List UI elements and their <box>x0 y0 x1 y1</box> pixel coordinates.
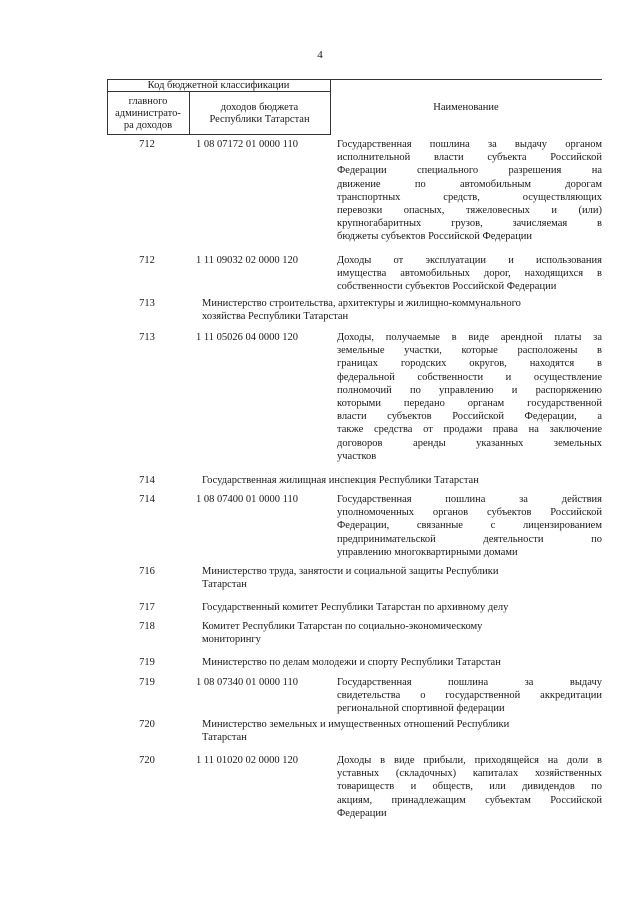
text-line: исполнительной власти субъекта Российской <box>337 152 602 164</box>
text-line: уполномоченных органов субъектов Российской <box>337 507 602 519</box>
page-number: 4 <box>317 49 323 61</box>
text-line: Татарстан <box>202 579 247 591</box>
administrator-name <box>202 656 602 669</box>
administrator-name <box>202 601 602 614</box>
header-col-admin <box>107 96 189 132</box>
admin-code: 713 <box>139 332 155 343</box>
text-line: Министерство труда, занятости и социальной защиты Республики <box>202 566 499 577</box>
administrator-name <box>202 297 602 323</box>
admin-code: 714 <box>139 494 155 505</box>
header-col-name: Наименование <box>433 102 499 113</box>
header-col-income <box>189 102 330 126</box>
income-code: 1 08 07400 01 0000 110 <box>196 494 298 505</box>
text-line: перевозки опасных, тяжеловесных и (или) <box>337 205 602 217</box>
text-line: которыми передано органам государственной <box>337 398 602 410</box>
text-line: крупногабаритных грузов, зачисляемая в <box>337 218 602 230</box>
text-line: Комитет Республики Татарстан по социально-экономическому <box>202 621 483 632</box>
text-line: также средства от продажи права на заключение <box>337 424 602 436</box>
text-line: Доходы в виде прибыли, приходящейся на доли в <box>337 755 602 766</box>
administrator-name <box>202 474 602 487</box>
text-line: Федерации специального разрешения на <box>337 165 602 177</box>
text-line: Государственная пошлина за выдачу органом <box>337 139 602 150</box>
admin-code: 719 <box>139 677 155 688</box>
text-line: мониторингу <box>202 634 261 646</box>
text-line: товариществ и обществ, или дивидендов по <box>337 781 602 793</box>
admin-code: 717 <box>139 602 155 613</box>
income-name <box>337 331 602 463</box>
text-line: Государственная пошлина за выдачу <box>337 677 602 688</box>
text-line: земельные участки, которые расположены в <box>337 345 602 357</box>
admin-code: 718 <box>139 621 155 632</box>
text-line: власти субъектов Российской Федерации, а <box>337 411 602 423</box>
income-code: 1 11 05026 04 0000 120 <box>196 332 298 343</box>
text-line: Государственный комитет Республики Татарстан по архивному делу <box>202 602 509 613</box>
income-code: 1 11 09032 02 0000 120 <box>196 255 298 266</box>
text-line: Министерство земельных и имущественных отношений Республики <box>202 719 510 730</box>
administrator-name <box>202 620 602 646</box>
text-line: хозяйства Республики Татарстан <box>202 311 349 323</box>
text-line: Федерации <box>337 807 387 819</box>
admin-code: 712 <box>139 255 155 266</box>
text-line: региональной спортивной федерации <box>337 703 505 715</box>
income-name <box>337 138 602 244</box>
text-line: Министерство по делам молодежи и спорту Республики Татарстан <box>202 657 501 668</box>
income-code: 1 08 07172 01 0000 110 <box>196 139 298 150</box>
text-line: акциям, принадлежащим субъектам Российской <box>337 794 602 806</box>
text-line: движение по автомобильным дорогам <box>337 178 602 190</box>
text-line: Татарстан <box>202 732 247 744</box>
text-line: собственности субъектов Российской Федерации <box>337 281 557 293</box>
text-line: участков <box>337 450 377 462</box>
text-line: уставных (складочных) капиталах хозяйственных <box>337 768 602 780</box>
income-code: 1 11 01020 02 0000 120 <box>196 755 298 766</box>
table-header <box>107 79 602 135</box>
text-line: Доходы, получаемые в виде арендной платы за <box>337 332 602 343</box>
header-col-income-line: доходов бюджета <box>220 102 299 113</box>
administrator-name <box>202 565 602 591</box>
text-line: имущества автомобильных дорог, находящихся в <box>337 268 602 280</box>
text-line: Доходы от эксплуатации и использования <box>337 255 602 266</box>
header-bottom-rule <box>107 134 330 135</box>
admin-code: 713 <box>139 298 155 309</box>
text-line: управлению многоквартирными домами <box>337 546 518 558</box>
header-col-admin-line: администрато- <box>115 108 181 119</box>
admin-code: 714 <box>139 475 155 486</box>
income-name <box>337 754 602 820</box>
text-line: полномочий по управлению и распоряжению <box>337 384 602 396</box>
header-col-admin-line: ра доходов <box>123 120 173 131</box>
income-name <box>337 254 602 294</box>
text-line: Государственная пошлина за действия <box>337 494 602 505</box>
text-line: федеральной собственности и осуществление <box>337 371 602 383</box>
text-line: договоров аренды указанных земельных <box>337 437 602 449</box>
text-line: Федерации, связанные с лицензированием <box>337 520 602 532</box>
text-line: Министерство строительства, архитектуры и жилищно-коммунального <box>202 298 521 309</box>
header-col-income-line: Республики Татарстан <box>209 114 310 125</box>
admin-code: 712 <box>139 139 155 150</box>
text-line: бюджеты субъектов Российской Федерации <box>337 231 533 243</box>
income-name <box>337 493 602 559</box>
text-line: границах городских округов, находятся в <box>337 358 602 370</box>
text-line: Государственная жилищная инспекция Республики Татарстан <box>202 475 479 486</box>
income-code: 1 08 07340 01 0000 110 <box>196 677 298 688</box>
text-line: свидетельства о государственной аккредитации <box>337 690 602 702</box>
administrator-name <box>202 718 602 744</box>
header-code-group: Код бюджетной классификации <box>147 80 290 91</box>
text-line: транспортных средств, осуществляющих <box>337 191 602 203</box>
income-name <box>337 676 602 716</box>
admin-code: 719 <box>139 657 155 668</box>
admin-code: 720 <box>139 719 155 730</box>
admin-code: 720 <box>139 755 155 766</box>
header-col-admin-line: главного <box>128 96 168 107</box>
text-line: предпринимательской деятельности по <box>337 533 602 545</box>
admin-code: 716 <box>139 566 155 577</box>
